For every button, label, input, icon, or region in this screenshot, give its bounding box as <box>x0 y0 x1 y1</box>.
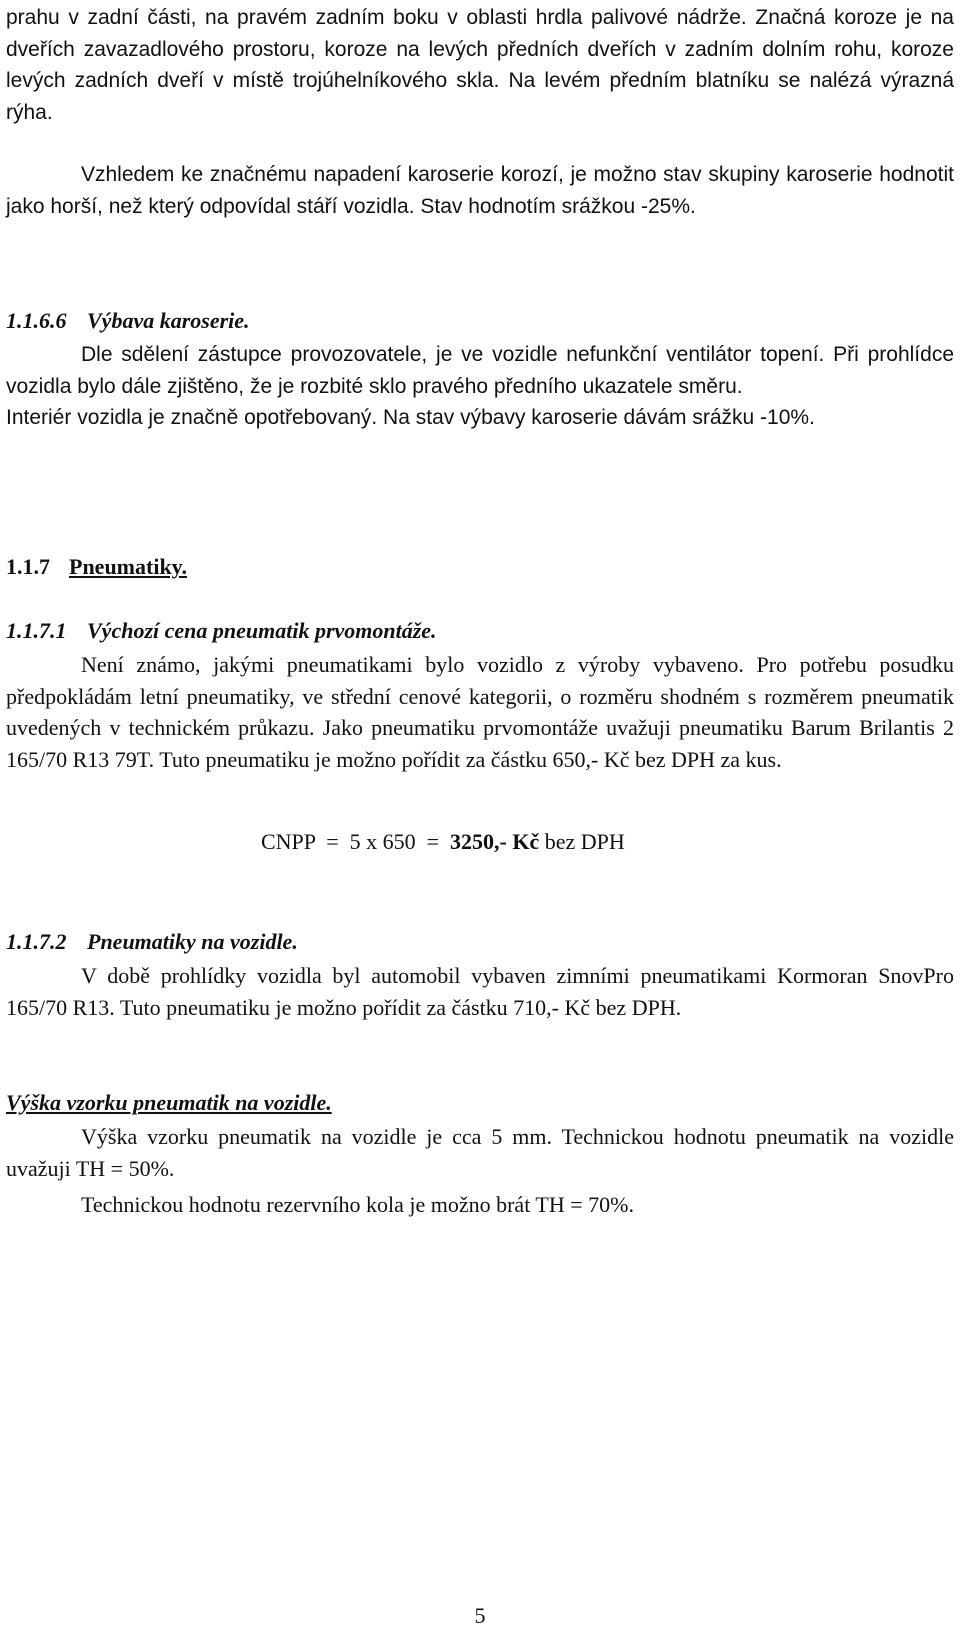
heading-1-1-7 <box>6 554 187 580</box>
heading-number: 1.1.7.2 <box>6 929 67 954</box>
heading-title: Pneumatiky. <box>69 554 187 579</box>
heading-1-1-6-6 <box>6 308 250 334</box>
paragraph-body-damage: prahu v zadní části, na pravém zadním boku v oblasti hrdla palivové nádrže. Značná koroze je na dveřích zavazadlového prostoru, koroze na levých předních dveřích v zadním dolním rohu, koroze levých zadních dveří v místě trojúhelníkového skla. Na levém předním blatníku se nalézá výrazná rýha. <box>6 6 954 124</box>
formula-result: 3250,- Kč <box>450 829 540 854</box>
heading-title: Výchozí cena pneumatik prvomontáže. <box>87 618 437 643</box>
page-number: 5 <box>474 1603 486 1628</box>
paragraph-equipment: Dle sdělení zástupce provozovatele, je ve vozidle nefunkční ventilátor topení. Při prohlídce vozidla bylo dále zjištěno, že je rozbité sklo pravého předního ukazatele směru. <box>6 343 954 398</box>
heading-number: 1.1.7 <box>6 554 50 579</box>
paragraph-first-fit-tyres: Není známo, jakými pneumatikami bylo vozidlo z výroby vybaveno. Pro potřebu posudku předpokládám letní pneumatiky, ve střední cenové kategorii, o rozměru shodném s rozměrem pneumatik uvedených v technickém průkazu. Jako pneumatiku prvomontáže uvažuji pneumatiku Barum Brilantis 2 165/70 R13 79T. Tuto pneumatiku je možno pořídit za částku 650,- Kč bez DPH za kus. <box>6 652 954 772</box>
heading-title: Výbava karoserie. <box>87 308 250 333</box>
formula-right: bez DPH <box>539 829 625 854</box>
formula-cnpp <box>261 826 861 858</box>
document-page <box>6 0 954 1635</box>
heading-1-1-7-2 <box>6 929 298 955</box>
paragraph-tread-depth: Výška vzorku pneumatik na vozidle je cca 5 mm. Technickou hodnotu pneumatik na vozidle uvažuji TH = 50%. <box>6 1124 954 1181</box>
paragraph-spare-wheel: Technickou hodnotu rezervního kola je možno brát TH = 70%. <box>81 1192 634 1217</box>
heading-number: 1.1.6.6 <box>6 308 67 333</box>
heading-1-1-7-1 <box>6 618 437 644</box>
heading-number: 1.1.7.1 <box>6 618 67 643</box>
formula-left: CNPP = 5 x 650 = <box>261 829 451 854</box>
paragraph-fitted-tyres: V době prohlídky vozidla byl automobil vybaven zimními pneumatikami Kormoran SnovPro 165/70 R13. Tuto pneumatiku je možno pořídit za částku 710,- Kč bez DPH. <box>6 963 954 1020</box>
heading-tread-depth: Výška vzorku pneumatik na vozidle. <box>6 1090 332 1115</box>
paragraph-equipment-deduction: Interiér vozidla je značně opotřebovaný. Na stav výbavy karoserie dávám srážku -10%. <box>6 406 815 429</box>
heading-title: Pneumatiky na vozidle. <box>87 929 298 954</box>
paragraph-body-assessment: Vzhledem ke značnému napadení karoserie korozí, je možno stav skupiny karoserie hodnotit jako horší, než který odpovídal stáří vozidla. Stav hodnotím srážkou -25%. <box>6 163 954 218</box>
